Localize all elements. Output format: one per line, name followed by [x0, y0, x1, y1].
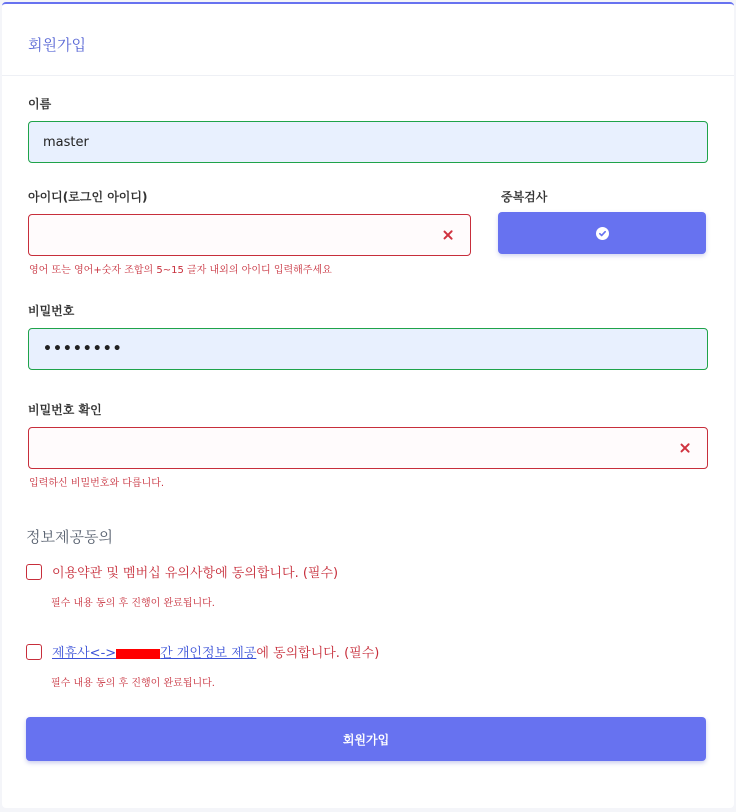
- dup-check-button[interactable]: [498, 212, 706, 254]
- terms-checkbox[interactable]: [26, 564, 42, 580]
- partner-label[interactable]: 에 동의합니다. (필수): [256, 646, 380, 661]
- close-icon: [679, 442, 691, 454]
- id-label: 아이디(로그인 아이디): [28, 190, 148, 204]
- password-label: 비밀번호: [28, 304, 75, 318]
- password-confirm-label: 비밀번호 확인: [28, 403, 102, 417]
- card-header: [2, 4, 734, 76]
- partner-link-suffix: 간 개인정보 제공: [160, 646, 257, 661]
- partner-checkbox[interactable]: [26, 644, 42, 660]
- signup-submit-button[interactable]: 회원가입: [26, 717, 706, 761]
- partner-agree-row[interactable]: [26, 642, 379, 661]
- partner-link-prefix: 제휴사<->: [52, 646, 117, 661]
- terms-agree-row[interactable]: [26, 562, 338, 581]
- consent-title: 정보제공동의: [26, 528, 113, 546]
- name-label: 이름: [28, 97, 52, 111]
- dup-check-label: 중복검사: [501, 190, 548, 204]
- close-icon: [442, 229, 454, 241]
- terms-help: 필수 내용 동의 후 진행이 완료됩니다.: [51, 598, 215, 609]
- password-value: ••••••••: [43, 341, 123, 357]
- partner-help: 필수 내용 동의 후 진행이 완료됩니다.: [51, 678, 215, 689]
- password-input[interactable]: [28, 328, 708, 370]
- password-confirm-input[interactable]: [28, 427, 708, 469]
- id-help-text: 영어 또는 영어+숫자 조합의 5~15 글자 내외의 아이디 입력해주세요: [29, 265, 332, 276]
- name-input[interactable]: [28, 121, 708, 163]
- terms-label[interactable]: 이용약관 및 멤버십 유의사항에 동의합니다. (필수): [52, 566, 339, 581]
- id-input[interactable]: [28, 214, 471, 256]
- page-title: 회원가입: [28, 36, 86, 54]
- redacted-block: [116, 649, 160, 659]
- name-value: master: [43, 134, 89, 150]
- check-circle-icon: [596, 227, 609, 240]
- partner-info-link[interactable]: [52, 642, 256, 661]
- password-confirm-help: 입력하신 비밀번호와 다릅니다.: [29, 478, 165, 489]
